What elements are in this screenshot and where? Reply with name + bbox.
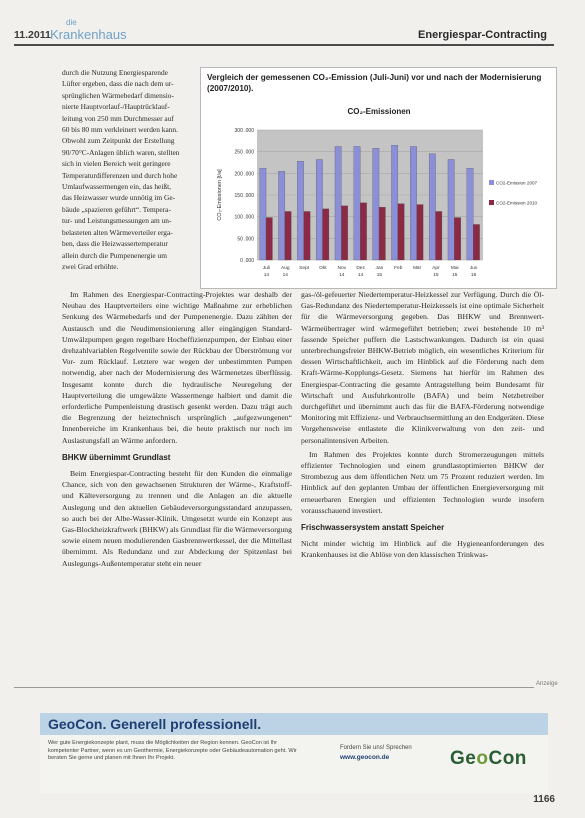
subheading: BHKW übernimmt Grundlast <box>62 452 171 462</box>
ad-body-text: Wer gute Energiekonzepte plant, muss die Möglichkeiten der Region kennen. GeoCon ist Ihr kompetenter Partner, wenn es um Geothermie, Energiekonzepte oder Gebäudeautomation geht. Wir beraten Sie gerne und planen mit Ihnen Ihr Projekt. <box>48 740 297 762</box>
x-tick-label: Mai <box>450 266 459 271</box>
x-tick-label-year: 15 <box>470 273 477 278</box>
logo-part: Ge <box>450 748 477 769</box>
text-line: sprünglichen Wärmebedarf dimensio- <box>62 90 174 100</box>
logo-part: Con <box>488 748 527 769</box>
y-tick-label: 0 .000 <box>240 258 254 264</box>
x-tick-label-year: 14 <box>282 273 288 278</box>
bar-2010 <box>360 203 366 260</box>
column-left <box>62 289 292 572</box>
text-line: Lüfter ergeben, dass die nach dem ur- <box>62 79 174 89</box>
logo-main-text: Krankenhaus <box>50 27 127 42</box>
text-line: allein durch die Pumpenenergie um <box>62 250 167 260</box>
bar-2007 <box>335 146 341 260</box>
legend-label: CO2-Emission 2010 <box>496 200 538 206</box>
text-line: nierte Hauptvorlauf-/Hauptrücklauf- <box>62 102 170 112</box>
ad-headline: GeoCon. Generell professionell. <box>48 716 262 732</box>
co2-chart <box>200 67 557 289</box>
text-line: Obwohl zum Zeitpunkt der Erstellung <box>62 136 175 146</box>
x-tick-label: Nov <box>337 266 347 271</box>
text-line: zwei Grad erhöhte. <box>62 261 119 271</box>
paragraph: gas-/öl-gefeuerter Niedertemperatur-Heizkessel zur Verfügung. Durch die Öl-Gas-Redundanz des Niedertemperatur-Heizkessels ist eine optimale Sicherheit für die Wärmeversorgung gegeben. Das BHKW und Brennwert-Wärmeübertrager wird wärmegeführt betrieben; zwei bestehende 10 m³ fassende Speicher puffern die Lastschwankungen. Dadurch ist ein quasi unterbrechungsfreier BHKW-Betrieb möglich, ein wesentliches Kriterium für dessen Wirtschaftlichkeit, auch im Hinblick auf die Förderung nach dem Kraft-Wärme-Kopplungs-Gesetz. Siemens hat hierfür im Rahmen des Energiespar-Contracting die gesamte Antragstellung beim Bundesamt für Wirtschaft und Ausfuhrkontrolle (BAFA) und beim Netzbetreiber durchgeführt und übernimmt auch das für die BAFA-Förderung notwendige Monitoring mit Effizienz- und Verbrauchsermittlung an den Endgeräten. Diese Vorgehensweise entlastete die Klinikverwaltung von den zeit- und personalintensiven Arbeiten. <box>301 290 544 445</box>
legend-label: CO2-Emission 2007 <box>496 180 538 186</box>
bar-2007 <box>448 159 454 260</box>
page-number: 1166 <box>533 794 555 805</box>
bar-2007 <box>429 154 435 260</box>
y-tick-label: 300 .000 <box>234 128 254 134</box>
column-right <box>301 289 544 564</box>
x-tick-label: Apr <box>432 266 440 271</box>
text-line: das Heizwasser wurde unnötig im Ge- <box>62 193 176 203</box>
x-tick-label-year: 15 <box>433 273 439 278</box>
bar-2007 <box>391 145 397 260</box>
text-line: tur- und Leistungsmessungen am un- <box>62 216 172 226</box>
bar-2010 <box>341 206 347 260</box>
y-tick-label: 200 .000 <box>234 171 254 178</box>
y-axis-label: CO₂-Emissionen [t/a] <box>217 169 223 221</box>
paragraph: Nicht minder wichtig im Hinblick auf die Hygieneanforderungen des Krankenhauses ist die Ablöse von den klassischen Trinkwas- <box>301 539 544 560</box>
y-tick-label: 150 .000 <box>234 193 254 199</box>
bar-2010 <box>379 207 385 260</box>
x-tick-label: Dez <box>356 266 365 271</box>
text-line: durch die Nutzung Energiesparende <box>62 68 168 77</box>
x-tick-label-year: 15 <box>452 273 458 278</box>
chart-canvas <box>201 68 556 288</box>
bar-2007 <box>260 168 266 260</box>
y-tick-label: 50 .000 <box>237 236 254 243</box>
column-left-top <box>62 67 194 272</box>
text-line: Temperaturdifferenzen und durch hohe <box>62 170 178 180</box>
x-tick-label: Aug <box>280 266 290 271</box>
bar-2010 <box>266 218 272 260</box>
bar-2010 <box>436 211 442 260</box>
header-divider <box>14 44 554 46</box>
x-tick-label: Feb <box>394 266 403 271</box>
issue-date: 11.2011 <box>14 29 51 41</box>
logo-small-text: die <box>66 18 77 27</box>
text-line: belasteten alten Wärmeverteiler erga- <box>62 227 173 237</box>
bar-2007 <box>354 146 360 260</box>
legend-swatch <box>489 200 494 205</box>
geocon-logo <box>450 748 527 770</box>
section-title: Energiespar-Contracting <box>418 29 547 41</box>
y-tick-label: 250 .000 <box>234 149 254 156</box>
ad-website-link[interactable]: www.geocon.de <box>340 754 390 761</box>
bar-2010 <box>417 205 423 260</box>
text-line: sich in vielen Bereich weit geringere <box>62 159 171 169</box>
y-tick-label: 100 .000 <box>234 214 254 221</box>
chart-subtitle: CO₂-Emissionen <box>347 107 411 116</box>
x-tick-label: Mär <box>412 266 422 271</box>
x-tick-label: Sept <box>299 266 310 271</box>
paragraph: Im Rahmen des Projektes konnte durch Stromerzeugungen mittels effizienter Technologien und einem grundlastoptimierten BHKW der Strombezug aus dem öffentlichen Netz um 75 Prozent reduziert werden. Im Hinblick auf den geplanten Umbau der öffentlichen Energieversorgung mit erneuerbaren Energien und effizienten Technologien wurde insofern vorausschauend investiert. <box>301 449 544 515</box>
subheading: Frischwassersystem anstatt Speicher <box>301 523 445 533</box>
bar-2010 <box>323 209 329 260</box>
text-line: 60 bis 80 mm verkleinert werden kann. <box>62 125 178 135</box>
x-tick-label: Okt <box>319 266 327 271</box>
bar-2010 <box>454 218 460 260</box>
bar-2007 <box>467 168 473 260</box>
x-tick-label: Juli <box>262 266 271 271</box>
x-tick-label-year: 14 <box>357 273 364 278</box>
bar-2010 <box>285 211 291 260</box>
x-tick-label-year: 14 <box>339 273 345 278</box>
bar-2010 <box>304 211 310 260</box>
text-line: leitung von 250 mm Durchmesser auf <box>62 113 174 123</box>
bar-2007 <box>410 146 416 260</box>
x-tick-label: Jun <box>469 266 478 271</box>
paragraph: Beim Energiespar-Contracting besteht für den Kunden die einmalige Chance, sich von den gewachsenen Strukturen der Wärme-, Kraftstoff- und Kälteversorgung zu trennen und die Anlagen an die aktuelle Auslegung und den aktuellen Gebäudeversorgungsstandard anzupassen, so auch bei der Albe-Wasser-Klinik. Umgesetzt wurde ein Konzept aus Gas-Blockheizkraftwerk (BHKW) als Grundlast für die Wärmeversorgung sowie einem neuen modulierenden Gasbrennwertkessel, der die Mittellast übernimmt. Als Redundanz und zur Abdeckung der Spitzenlast bei Auslegungs-Außentemperatur steht ein neuer <box>62 469 292 568</box>
ad-divider <box>14 687 534 688</box>
bar-2007 <box>278 171 284 260</box>
bar-2010 <box>473 224 479 260</box>
text-line: Umlaufwassermengen ein, das heißt, <box>62 182 171 192</box>
bar-2010 <box>398 204 404 260</box>
paragraph: Im Rahmen des Energiespar-Contracting-Projektes war deshalb der Neubau des Hauptverteilers eine wichtige Maßnahme zur erheblichen Senkung des Wärmebedarfs und der Pumpenenergie. Dazu zählten der Austausch und die Neudimensionierung aller eingängigen Standard-Umwälzpumpen gegen regelbare Hocheffizienzpumpen, der Einbau einer drehzahlvariablen Regelventile sowie der Rückbau der Überströmung vor Vor- zum Rücklauf. Letztere war wegen der unbestimmten Pumpen notwendig, aber nach der Modernisierung des Wärmenetzes überflüssig. Insgesamt konnte durch die hydraulische Neuregelung der Hauptverteilung die umgewälzte Wassermenge halbiert und damit die erforderliche Pumpenleistung drastisch gesenkt werden. Dazu trägt auch die Begrenzung der heiztechnisch ursprünglich „aufgezwungenen“ Innenbereiche im Krankenhaus bei, die heute praktisch nur noch im Auslastungsfall an Wärme anfordern. <box>62 290 292 445</box>
chart-title: Vergleich der gemessenen CO₂-Emission (Juli-Juni) vor und nach der Modernisierung (2007/2010). <box>207 73 542 93</box>
ad-contact <box>340 744 412 763</box>
x-tick-label-year: 14 <box>263 273 270 278</box>
advertisement[interactable] <box>40 713 548 793</box>
logo-part: o <box>476 748 489 769</box>
text-line: ben, dass die Heizwassertemperatur <box>62 239 168 249</box>
ad-label: Anzeige <box>536 681 558 687</box>
x-tick-label: Jan <box>375 266 384 271</box>
ad-contact-line: Fordern Sie uns! Sprechen <box>340 745 412 751</box>
bar-2007 <box>297 161 303 260</box>
page-header <box>0 0 585 50</box>
x-tick-label-year: 15 <box>376 273 383 278</box>
ad-headline-bar <box>40 713 548 735</box>
text-line: 90/70°C-Anlagen üblich waren, stellten <box>62 147 180 157</box>
bar-2007 <box>316 159 322 260</box>
text-line: bäude „spazieren geführt“. Tempera- <box>62 204 171 214</box>
legend-swatch <box>489 180 494 185</box>
bar-2007 <box>373 148 379 260</box>
